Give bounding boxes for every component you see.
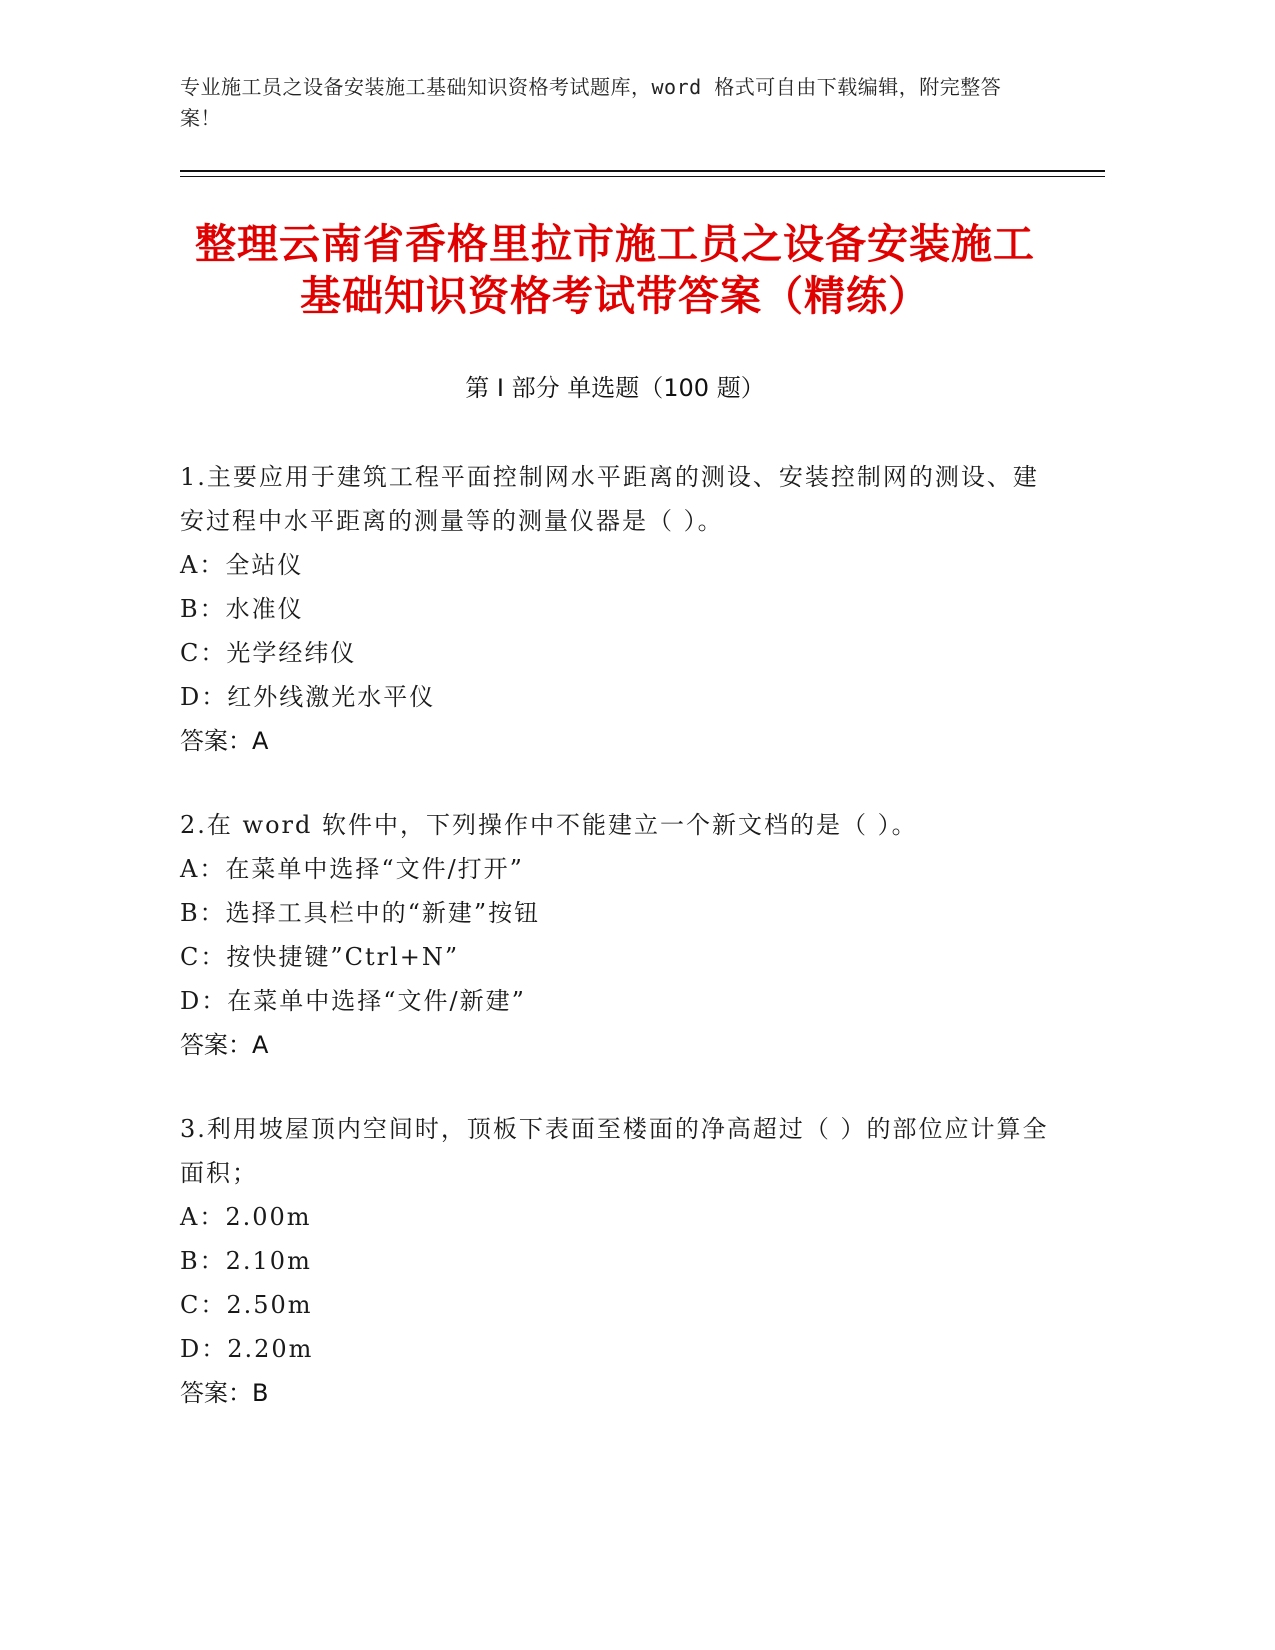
option-a: A：在菜单中选择“文件/打开” <box>180 855 524 883</box>
option-d: D：在菜单中选择“文件/新建” <box>180 987 526 1015</box>
option-c: C：光学经纬仪 <box>180 639 357 667</box>
question-3 <box>180 1107 1050 1415</box>
question-1 <box>180 455 1050 763</box>
question-2 <box>180 803 1050 1067</box>
question-stem: 3.利用坡屋顶内空间时，顶板下表面至楼面的净高超过（ ）的部位应计算全面积； <box>180 1115 1049 1187</box>
header-divider-thin <box>180 176 1105 177</box>
option-c: C：2.50m <box>180 1291 313 1319</box>
option-b: B：2.10m <box>180 1247 312 1275</box>
option-b: B：水准仪 <box>180 595 304 623</box>
question-stem: 1.主要应用于建筑工程平面控制网水平距离的测设、安装控制网的测设、建安过程中水平距离的测量等的测量仪器是（ ）。 <box>180 463 1039 535</box>
option-a: A：全站仪 <box>180 551 304 579</box>
question-list <box>180 455 1050 1455</box>
answer-key: 答案：A <box>180 1031 269 1059</box>
question-stem: 2.在 word 软件中，下列操作中不能建立一个新文档的是（ ）。 <box>180 811 918 839</box>
answer-key: 答案：B <box>180 1379 269 1407</box>
option-a: A：2.00m <box>180 1203 312 1231</box>
header-note: 专业施工员之设备安装施工基础知识资格考试题库，word 格式可自由下载编辑，附完整答案！ <box>180 75 1002 130</box>
option-d: D：2.20m <box>180 1335 314 1363</box>
option-d: D：红外线激光水平仪 <box>180 683 436 711</box>
section-heading: 第 I 部分 单选题（100 题） <box>465 374 765 402</box>
option-b: B：选择工具栏中的“新建”按钮 <box>180 899 541 927</box>
header-divider-thick <box>180 170 1105 172</box>
option-c: C：按快捷键”Ctrl+N” <box>180 943 460 971</box>
document-title: 整理云南省香格里拉市施工员之设备安装施工基础知识资格考试带答案（精练） <box>195 220 1035 320</box>
answer-key: 答案：A <box>180 727 269 755</box>
